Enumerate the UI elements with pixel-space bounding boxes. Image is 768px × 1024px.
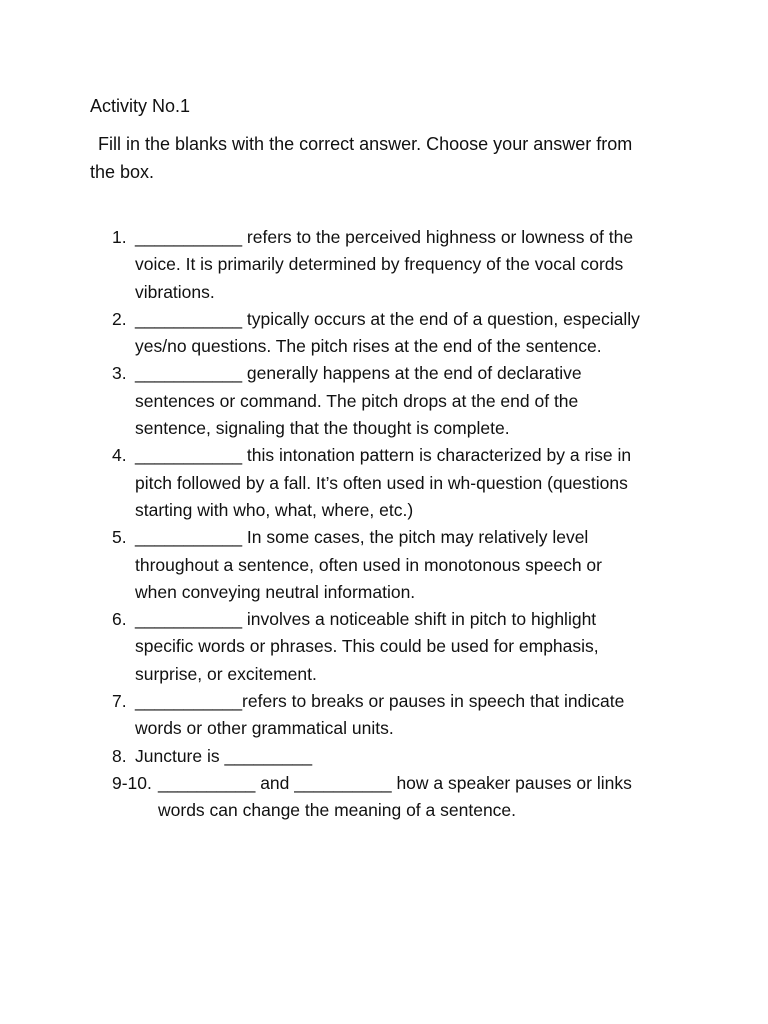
question-number: 6. <box>112 609 127 630</box>
question-text-line: ___________ generally happens at the end of declarative <box>135 363 582 384</box>
question-number: 9-10. <box>112 772 152 793</box>
question-text-line: surprise, or excitement. <box>135 663 317 684</box>
question-text-line: ___________ typically occurs at the end of a question, especially <box>135 308 640 329</box>
question-item-5 <box>0 524 768 606</box>
question-number: 1. <box>112 227 127 247</box>
question-item-7 <box>0 688 768 743</box>
question-text-line: ___________ refers to the perceived highness or lowness of the <box>135 227 634 247</box>
question-text-line: ___________ involves a noticeable shift in pitch to highlight <box>135 609 597 630</box>
question-item-6 <box>0 606 768 688</box>
question-text-line: throughout a sentence, often used in monotonous speech or <box>135 554 602 575</box>
question-text-line: starting with who, what, where, etc.) <box>135 499 414 520</box>
question-number: 7. <box>112 691 127 712</box>
question-text-line: Juncture is _________ <box>135 745 313 766</box>
question-item-9-10 <box>0 770 768 825</box>
question-text-line: sentences or command. The pitch drops at the end of the <box>135 390 579 411</box>
question-text-line: words can change the meaning of a sentence. <box>158 800 517 821</box>
question-text-line: ___________refers to breaks or pauses in speech that indicate <box>135 691 625 712</box>
question-text-line: ___________ this intonation pattern is characterized by a rise in <box>135 445 632 466</box>
instructions-line: the box. <box>90 162 155 182</box>
question-number: 3. <box>112 363 127 384</box>
question-text-line: when conveying neutral information. <box>135 581 416 602</box>
instructions <box>90 130 690 186</box>
question-text-line: words or other grammatical units. <box>135 718 394 739</box>
activity-title: Activity No.1 <box>90 96 191 116</box>
question-list <box>0 224 768 825</box>
question-text-line: ___________ In some cases, the pitch may relatively level <box>135 527 589 548</box>
question-item-2 <box>0 306 768 361</box>
question-text-line: pitch followed by a fall. It’s often used in wh-question (questions <box>135 472 628 493</box>
instructions-line: Fill in the blanks with the correct answer. Choose your answer from <box>98 134 633 154</box>
question-number: 5. <box>112 527 127 548</box>
question-number: 8. <box>112 745 127 766</box>
question-item-8 <box>0 743 768 770</box>
question-number: 2. <box>112 308 127 329</box>
question-text-line: __________ and __________ how a speaker pauses or links <box>158 772 632 793</box>
question-text-line: yes/no questions. The pitch rises at the end of the sentence. <box>135 336 602 357</box>
question-item-4 <box>0 442 768 524</box>
question-text-line: vibrations. <box>135 281 215 302</box>
question-item-1 <box>0 224 768 306</box>
question-text-line: specific words or phrases. This could be used for emphasis, <box>135 636 599 657</box>
question-text-line: sentence, signaling that the thought is complete. <box>135 418 510 439</box>
question-item-3 <box>0 360 768 442</box>
question-number: 4. <box>112 445 127 466</box>
question-text-line: voice. It is primarily determined by frequency of the vocal cords <box>135 254 624 275</box>
